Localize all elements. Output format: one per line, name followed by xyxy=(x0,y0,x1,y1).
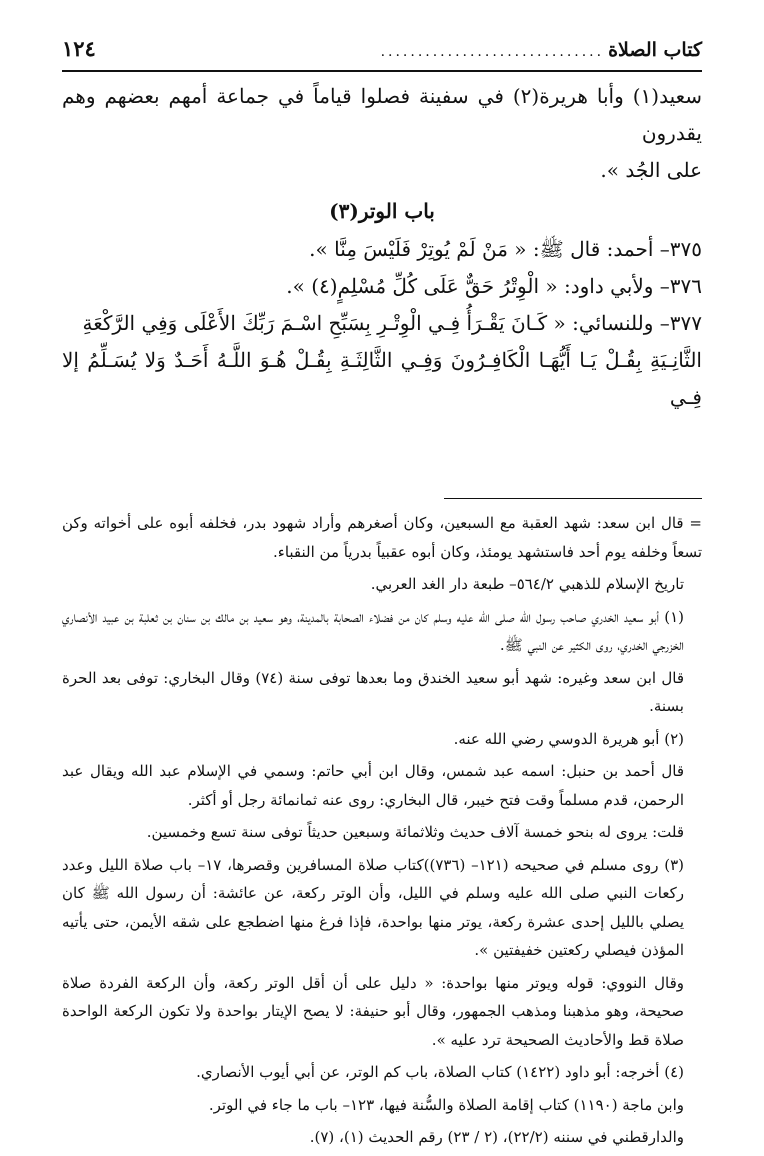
page-number: ١٢٤ xyxy=(62,36,96,61)
hadith-377-line-2: الثَّانِـيَةِ بِقُـلْ يَـا أَيُّهَـا الْكَافِـرُونَ وَفِـي الثَّالِثَـةِ بِقُـلْ هُـوَ اللَّـهُ أَحَـدٌ وَلا يُسَـلِّمُ إلا فِـي xyxy=(62,348,702,409)
leader-dots: .............................. xyxy=(380,44,605,60)
footnote-paragraph: والدارقطني في سننه (٢٢/٢)، (٢ / ٢٣) رقم الحديث (١)، (٧). xyxy=(309,1128,684,1146)
book-title: كتاب الصلاة xyxy=(608,39,702,61)
footnote-1: (١) أبو سعيد الخدري صاحب رسول الله صلى الله عليه وسلم كان من فضلاء الصحابة بالمدينة، وهو سعيد بن مالك بن سنان بن ثعلبة بن عبيد الأنصاري الخزرجي الخدري، روى الكثير عن النبي ﷺ. xyxy=(62,607,684,654)
footnote-2: (٢) أبو هريرة الدوسي رضي الله عنه. xyxy=(453,729,684,748)
intro-line: سعيد(١) وأبا هريرة(٢) في سفينة فصلوا قياماً في جماعة أمهم بعضهم وهم يقدرون xyxy=(62,84,703,145)
footnote-paragraph: = قال ابن سعد: شهد العقبة مع السبعين، وكان أصغرهم وأراد شهود بدر، فخلفه أبوه على أخواته وكن تسعاً وخلفه يوم أحد فاستشهد يومئذ، وكان أبوه عقبياً بدرياً من النقباء. xyxy=(62,514,702,561)
footnote-separator xyxy=(444,498,702,499)
footnote-paragraph: قلت: يروى له بنحو خمسة آلاف حديث وثلاثمائة وسبعين حديثاً توفى سنة تسع وخمسين. xyxy=(146,823,684,841)
running-header xyxy=(62,36,702,72)
hadith-375: ٣٧٥– أحمد: قال ﷺ: « مَنْ لَمْ يُوتِرْ فَلَيْسَ مِنَّا ». xyxy=(309,237,702,261)
intro-line: على الجُد ». xyxy=(600,158,702,182)
chapter-title: باب الوتر(٣) xyxy=(329,199,435,223)
footnotes xyxy=(62,509,702,1152)
footnote-paragraph: وقال النووي: قوله ويوتر منها بواحدة: « دليل على أن أقل الوتر ركعة، وأن الركعة الفردة صلاة صحيحة، وهو مذهبنا ومذهب الجمهور، وقال أبو حنيفة: لا يصح الإيتار بواحدة ولا تكون الركعة الواحدة صلاة قط والأحاديث الصحيحة ترد عليه ». xyxy=(62,973,684,1049)
footnote-paragraph: وابن ماجة (١١٩٠) كتاب إقامة الصلاة والسُّنة فيها، ١٢٣– باب ما جاء في الوتر. xyxy=(208,1095,684,1114)
main-text xyxy=(62,78,702,416)
footnote-paragraph: قال أحمد بن حنبل: اسمه عبد شمس، وقال ابن أبي حاتم: وسمي في الإسلام عبد الله ويقال عبد الرحمن، قدم مسلماً وقت فتح خيبر، قال البخاري: روى عنه ثمانمائة رجل أو أكثر. xyxy=(62,762,684,809)
hadith-376: ٣٧٦– ولأبي داود: « الْوِتْرُ حَقٌّ عَلَى كُلِّ مُسْلِمٍ(٤) ». xyxy=(286,274,702,298)
footnote-paragraph: قال ابن سعد وغيره: شهد أبو سعيد الخندق وما بعدها توفى سنة (٧٤) وقال البخاري: توفى بعد الحرة بسنة. xyxy=(62,668,684,715)
book-page xyxy=(62,36,702,1156)
footnote-3: (٣) روى مسلم في صحيحه (١٢١– (٧٣٦))كتاب صلاة المسافرين وقصرها، ١٧– باب صلاة الليل وعدد ركعات النبي صلى الله عليه وسلم في الليل، وأن الوتر ركعة، عن عائشة: أن رسول الله ﷺ كان يصلي بالليل إحدى عشرة ركعة، يوتر منها بواحدة، فإذا فرغ منها اضطجع على شقه الأيمن، حتى يأتيه المؤذن فيصلي ركعتين خفيفتين ». xyxy=(62,855,684,959)
footnote-paragraph: تاريخ الإسلام للذهبي ٥٦٤/٢– طبعة دار الغد العربي. xyxy=(370,575,684,593)
hadith-377-line-1: ٣٧٧– وللنسائي: « كَـانَ يَقْـرَأُ فِـي الْوِتْـرِ بِسَبِّحِ اسْـمَ رَبِّكَ الأَعْلَى وَفِي الرَّكْعَةِ xyxy=(82,311,702,335)
footnote-4: (٤) أخرجه: أبو داود (١٤٢٢) كتاب الصلاة، باب كم الوتر، عن أبي أيوب الأنصاري. xyxy=(196,1063,684,1081)
